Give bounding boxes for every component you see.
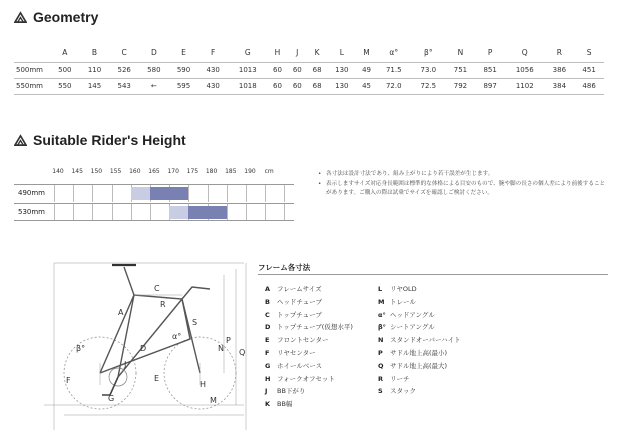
table-cell: 1018 bbox=[238, 82, 257, 90]
legend-key: R bbox=[378, 374, 384, 383]
legend-label: リヤセンター bbox=[277, 348, 316, 357]
scale-tick-label: 140 bbox=[52, 168, 64, 175]
table-cell: 590 bbox=[176, 66, 191, 74]
brand-logo-icon bbox=[14, 134, 27, 147]
table-cell: 751 bbox=[453, 66, 468, 74]
column-header: D bbox=[150, 48, 157, 58]
column-header: R bbox=[556, 48, 562, 58]
table-cell: 500 bbox=[58, 66, 72, 74]
table-cell: 526 bbox=[117, 66, 131, 74]
dim-label-n: N bbox=[218, 344, 224, 353]
seatpost bbox=[124, 267, 134, 295]
table-row bbox=[14, 78, 604, 94]
column-header: β° bbox=[424, 48, 433, 58]
legend-label: フォークオフセット bbox=[277, 374, 335, 383]
legend-item bbox=[378, 309, 461, 322]
table-cell: 130 bbox=[335, 82, 349, 90]
table-cell: 1013 bbox=[238, 66, 257, 74]
legend-item bbox=[265, 309, 353, 322]
table-cell: 145 bbox=[87, 82, 102, 90]
geometry-header-row bbox=[14, 44, 604, 62]
legend-key: A bbox=[265, 285, 271, 293]
legend-key: N bbox=[378, 336, 384, 345]
legend-item bbox=[378, 296, 461, 309]
legend-title: フレーム各寸法 bbox=[258, 263, 311, 272]
height-cell bbox=[73, 204, 92, 220]
table-cell: 60 bbox=[273, 66, 282, 74]
table-cell: 72.5 bbox=[420, 82, 437, 90]
table-row bbox=[14, 62, 604, 78]
table-cell: 580 bbox=[147, 66, 161, 74]
legend-label: フロントセンター bbox=[277, 336, 329, 345]
height-recommended-fill bbox=[150, 187, 188, 200]
note-item: • 各寸法は設計寸法であり、組み上がりにより若干誤差が生じます。 bbox=[318, 170, 608, 179]
height-cell bbox=[265, 204, 284, 220]
scale-tick-label: cm bbox=[264, 168, 274, 175]
table-cell: 550 bbox=[58, 82, 72, 90]
handlebar bbox=[182, 287, 210, 299]
table-cell: 60 bbox=[292, 66, 302, 74]
dim-label-s: S bbox=[192, 318, 198, 327]
height-row bbox=[14, 203, 294, 221]
table-cell: 897 bbox=[483, 82, 497, 90]
legend-key: E bbox=[265, 336, 270, 345]
legend-item bbox=[265, 398, 353, 411]
geometry-table bbox=[14, 44, 604, 95]
column-header: M bbox=[363, 48, 370, 58]
legend-label: トップチューブ(仮想水平) bbox=[277, 323, 353, 332]
height-cell bbox=[284, 185, 303, 202]
legend-key: G bbox=[265, 361, 271, 370]
height-cell bbox=[227, 204, 246, 220]
legend-key: α° bbox=[378, 310, 386, 319]
legend-item bbox=[378, 360, 461, 373]
dim-label-beta: β° bbox=[76, 344, 86, 353]
legend-item bbox=[265, 334, 353, 347]
table-cell: 73.0 bbox=[420, 66, 437, 74]
table-cell: 49 bbox=[362, 66, 371, 74]
height-cell bbox=[131, 204, 150, 220]
legend-list-right bbox=[378, 283, 461, 398]
table-cell: 68 bbox=[312, 66, 322, 74]
table-cell: 543 bbox=[117, 82, 131, 90]
legend-label: BB下がり bbox=[277, 387, 306, 396]
table-cell: 451 bbox=[582, 66, 596, 74]
height-cell bbox=[227, 185, 246, 202]
table-cell: ← bbox=[150, 82, 157, 90]
legend-item bbox=[265, 373, 353, 386]
legend-item bbox=[378, 283, 461, 296]
legend-item bbox=[378, 334, 461, 347]
table-cell: 72.0 bbox=[385, 82, 402, 90]
column-header: H bbox=[274, 48, 281, 58]
table-cell: 68 bbox=[312, 82, 322, 90]
geometry-body bbox=[14, 62, 604, 94]
legend-key: β° bbox=[378, 323, 386, 332]
note-item: • 表示しますサイズ対応身長範囲は標準的な体格による目安のもので、腕や脚の長さの個人差により前後することがあります。ご購入の際は試乗でサイズを確認しご検討ください。 bbox=[318, 180, 608, 198]
legend-item bbox=[265, 296, 353, 309]
dim-label-a: A bbox=[118, 308, 124, 317]
legend-key: K bbox=[265, 400, 271, 409]
legend-item bbox=[378, 385, 461, 398]
table-cell: 60 bbox=[273, 82, 282, 90]
legend-key: D bbox=[265, 323, 271, 332]
legend-item bbox=[265, 283, 353, 296]
height-cell bbox=[208, 185, 227, 202]
column-header: N bbox=[457, 48, 464, 58]
legend-divider bbox=[258, 274, 608, 275]
legend-item bbox=[265, 385, 353, 398]
legend-label: ヘッドアングル bbox=[390, 310, 435, 319]
height-row-size: 490mm bbox=[18, 189, 45, 197]
legend-label: サドル地上高(最大) bbox=[390, 361, 448, 370]
column-header: G bbox=[244, 48, 251, 58]
table-cell: 851 bbox=[483, 66, 497, 74]
legend-label: リヤOLD bbox=[390, 285, 417, 293]
table-cell: 45 bbox=[362, 82, 371, 90]
table-cell: 71.5 bbox=[385, 66, 402, 74]
column-header: E bbox=[181, 48, 186, 58]
legend-label: BB幅 bbox=[277, 400, 293, 409]
height-cell bbox=[188, 185, 207, 202]
dim-label-g: G bbox=[108, 394, 115, 403]
legend-label: サドル地上高(最小) bbox=[390, 348, 448, 357]
rider-height-heading bbox=[14, 132, 186, 148]
table-cell: 130 bbox=[335, 66, 349, 74]
table-cell: 1056 bbox=[515, 66, 534, 74]
column-header: F bbox=[211, 48, 216, 58]
legend-item bbox=[378, 321, 461, 334]
fork bbox=[182, 299, 200, 373]
height-row-size: 530mm bbox=[18, 208, 45, 216]
dim-label-e: E bbox=[154, 374, 160, 383]
legend-item bbox=[378, 347, 461, 360]
dim-label-d: D bbox=[140, 344, 147, 353]
table-cell: 384 bbox=[552, 82, 567, 90]
legend-key: C bbox=[265, 310, 270, 319]
legend-label: スタック bbox=[390, 387, 416, 396]
table-cell: 430 bbox=[206, 82, 220, 90]
dim-label-m: M bbox=[210, 396, 217, 405]
height-cell bbox=[284, 204, 303, 220]
column-header: L bbox=[339, 48, 344, 58]
notes-list bbox=[318, 170, 608, 199]
scale-tick-label: 165 bbox=[148, 168, 160, 175]
bike-geometry-diagram bbox=[14, 255, 254, 435]
dim-label-q: Q bbox=[239, 348, 246, 357]
legend-list-left bbox=[265, 283, 353, 411]
legend-label: ヘッドチューブ bbox=[277, 297, 322, 306]
dim-label-c: C bbox=[154, 284, 160, 293]
legend-label: シートアングル bbox=[390, 323, 435, 332]
dim-label-p: P bbox=[226, 336, 231, 345]
height-cell bbox=[246, 204, 265, 220]
column-header: K bbox=[314, 48, 320, 58]
column-header: J bbox=[296, 48, 299, 58]
table-cell: 1102 bbox=[515, 82, 534, 90]
height-cell bbox=[54, 204, 73, 220]
legend-item bbox=[265, 347, 353, 360]
legend-key: J bbox=[265, 387, 268, 396]
column-header: S bbox=[586, 48, 592, 58]
table-cell: 386 bbox=[552, 66, 567, 74]
height-cell bbox=[92, 185, 111, 202]
scale-tick-label: 145 bbox=[71, 168, 83, 175]
legend-key: H bbox=[265, 374, 271, 383]
legend-key: F bbox=[265, 348, 270, 357]
legend-label: リーチ bbox=[390, 374, 410, 383]
legend-key: L bbox=[378, 285, 383, 293]
table-corner-cell bbox=[14, 44, 50, 62]
scale-tick-label: 150 bbox=[90, 168, 103, 175]
rider-height-grid bbox=[14, 168, 294, 224]
table-cell: 60 bbox=[292, 82, 302, 90]
height-cell bbox=[92, 204, 111, 220]
dim-label-h: H bbox=[200, 380, 207, 389]
legend-item bbox=[378, 373, 461, 386]
legend-label: トレール bbox=[390, 297, 416, 306]
height-scale bbox=[54, 168, 294, 180]
dim-label-alpha: α° bbox=[172, 332, 182, 341]
height-cell bbox=[112, 204, 131, 220]
height-cell bbox=[73, 185, 92, 202]
height-cell bbox=[150, 204, 169, 220]
column-header: B bbox=[91, 48, 98, 58]
table-cell: 430 bbox=[206, 66, 220, 74]
legend-key: M bbox=[378, 297, 385, 306]
row-size-label: 550mm bbox=[16, 82, 43, 90]
table-cell: 595 bbox=[176, 82, 191, 90]
height-recommended-fill bbox=[188, 206, 226, 219]
scale-tick-label: 160 bbox=[129, 168, 141, 175]
dim-label-j: J bbox=[124, 360, 127, 369]
height-cell bbox=[246, 185, 265, 202]
scale-tick-label: 180 bbox=[205, 168, 218, 175]
legend-item bbox=[265, 321, 353, 334]
scale-tick-label: 190 bbox=[244, 168, 256, 175]
height-cell bbox=[112, 185, 131, 202]
height-cell bbox=[54, 185, 73, 202]
column-header: A bbox=[62, 48, 68, 58]
legend-label: スタンドオーバーハイト bbox=[390, 336, 461, 345]
brand-logo-icon bbox=[14, 11, 27, 24]
column-header: α° bbox=[389, 48, 399, 58]
dim-label-r: R bbox=[160, 300, 166, 309]
geometry-title: Geometry bbox=[33, 9, 99, 25]
scale-tick-label: 175 bbox=[186, 168, 199, 175]
height-cells bbox=[54, 185, 294, 202]
legend-key: P bbox=[378, 348, 383, 357]
legend-item bbox=[265, 360, 353, 373]
legend-label: トップチューブ bbox=[277, 310, 322, 319]
column-header: C bbox=[121, 48, 127, 58]
legend-key: S bbox=[378, 387, 383, 396]
table-cell: 792 bbox=[453, 82, 468, 90]
column-header: Q bbox=[521, 48, 528, 58]
height-cells bbox=[54, 204, 294, 220]
geometry-heading bbox=[14, 9, 98, 25]
legend-key: Q bbox=[378, 361, 384, 370]
dim-label-f: F bbox=[66, 376, 71, 385]
height-cell bbox=[265, 185, 284, 202]
row-size-label: 500mm bbox=[16, 66, 43, 74]
scale-tick-label: 170 bbox=[167, 168, 179, 175]
height-row bbox=[14, 184, 294, 202]
legend-label: ホイールベース bbox=[277, 361, 323, 370]
legend-key: B bbox=[265, 297, 270, 306]
table-cell: 486 bbox=[582, 82, 596, 90]
legend-label: フレームサイズ bbox=[277, 285, 322, 293]
scale-tick-label: 185 bbox=[225, 168, 237, 175]
rider-height-title: Suitable Rider's Height bbox=[33, 132, 186, 148]
scale-tick-label: 155 bbox=[109, 168, 122, 175]
table-cell: 110 bbox=[87, 66, 102, 74]
column-header: P bbox=[487, 48, 493, 58]
